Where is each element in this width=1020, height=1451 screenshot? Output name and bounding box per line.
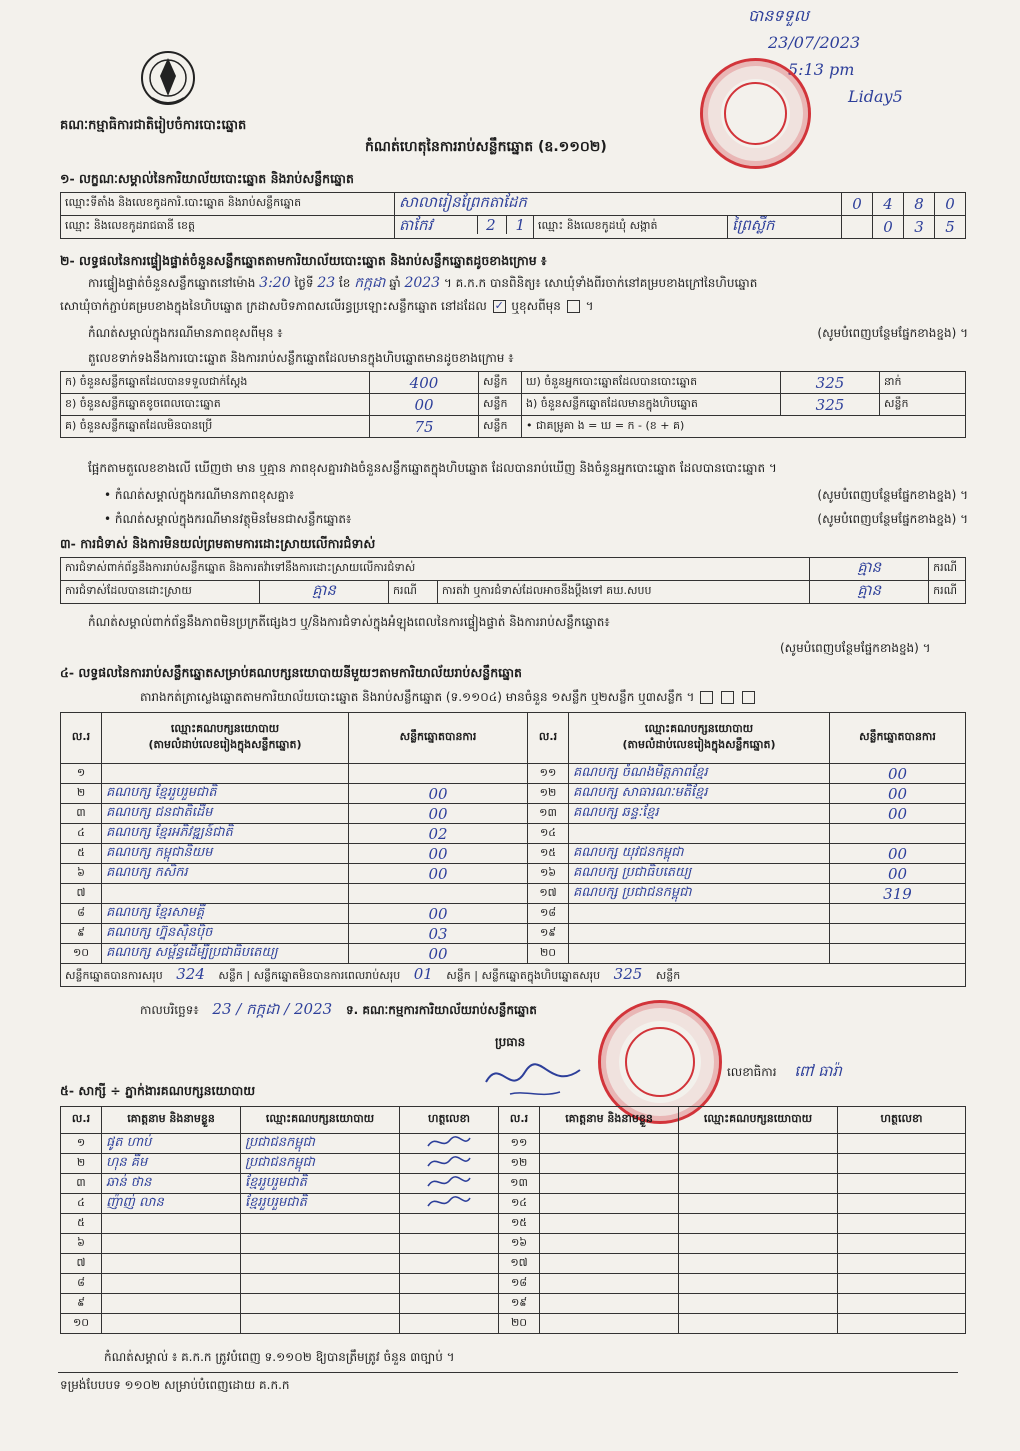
table-cell (830, 904, 966, 924)
table-cell (241, 1254, 400, 1274)
table-cell (679, 1194, 838, 1214)
table-cell: ២០ (528, 944, 569, 964)
table-row (61, 884, 966, 904)
table-cell: 03 (349, 924, 528, 944)
complaints-table: ការជំទាស់ពាក់ព័ន្ធនឹងការរាប់សន្លឹកឆ្នោត និងការតវ៉ាទៅនឹងការដោះស្រាយលើការជំទាស់ គ្មាន ករណី ការជំទាស់ដែលបានដោះស្រាយ គ្មាន ករណី ការតវ៉ា ឬការជំទាស់ដែលអាចនឹងប្តឹងទៅ គឃ.សបប គ្មាន ករណី (60, 557, 966, 604)
table-cell (838, 1234, 966, 1254)
table-row (61, 1254, 966, 1274)
signature-icon (424, 1134, 474, 1150)
table-cell: ១២ (499, 1154, 540, 1174)
table-cell: ១៧ (499, 1254, 540, 1274)
table-cell (540, 1194, 679, 1214)
table-cell: ១៥ (528, 844, 569, 864)
table-cell: 00 (349, 804, 528, 824)
table-cell: ៥ (61, 1214, 102, 1234)
table-cell: 00 (830, 864, 966, 884)
table-cell: គណបក្ស កសិករ (102, 864, 349, 884)
table-cell (679, 1234, 838, 1254)
table-cell: 00 (830, 764, 966, 784)
table-cell: ខ្មែររួបរួមជាតិ (241, 1194, 400, 1214)
table-cell: ១៩ (528, 924, 569, 944)
table-cell: ៤ (61, 1194, 102, 1214)
table-cell: ១១ (528, 764, 569, 784)
table-cell: 00 (830, 844, 966, 864)
table-row (61, 804, 966, 824)
table-row (61, 1274, 966, 1294)
table-cell: ៨ (61, 904, 102, 924)
table-row (61, 1194, 966, 1214)
table-cell: ៣ (61, 1174, 102, 1194)
nec-emblem-icon (138, 48, 198, 110)
table-cell (241, 1234, 400, 1254)
table-cell (830, 924, 966, 944)
table-cell (400, 1274, 499, 1294)
compare-line: ផ្អែកតាមតួលេខខាងលើ ឃើញថា មាន ឬគ្មាន ភាពខុសគ្នារវាងចំនួនសន្លឹកឆ្នោតក្នុងហិបឆ្នោត ដែលបានរាប់ឃើញ និងចំនួនអ្នកបោះឆ្នោត ដែលបានបោះឆ្នោត ។ (88, 461, 777, 475)
table-row (61, 784, 966, 804)
table-cell (102, 1234, 241, 1254)
table-cell: គណបក្ស ឆន្ទៈខ្មែរ (569, 804, 830, 824)
table-cell (838, 1214, 966, 1234)
table-cell (838, 1294, 966, 1314)
table-cell: ១៨ (528, 904, 569, 924)
section3-remark: កំណត់សម្គាល់ពាក់ព័ន្ធនឹងភាពមិនប្រក្រតីផ្សេងៗ ឬ/និងការជំទាស់ក្នុងអំឡុងពេលនៃការផ្ទៀងផ្ទាត់ និងការរាប់សន្លឹកឆ្នោត៖ (88, 615, 610, 629)
changed-checkbox[interactable] (567, 300, 580, 313)
table-cell: ប្រជាជនកម្ពុជា (241, 1134, 400, 1154)
table-cell (400, 1314, 499, 1334)
footnote: កំណត់សម្គាល់ ៖ គ.ក.ក ត្រូវបំពេញ ទ.១១០២ ឱ្យបានត្រឹមត្រូវ ចំនួន ៣ច្បាប់ ។ (104, 1350, 455, 1364)
section4-intro: តារាងកត់ត្រាស្លេងឆ្នោតតាមការិយាល័យបោះឆ្នោត និងរាប់សន្លឹកឆ្នោត (ទ.១១០៤) មានចំនួន ១សន្លឹក ឬ២សន្លឹក ឬ៣សន្លឹក ។ (140, 689, 757, 707)
table-cell: ហុន គឹម (102, 1154, 241, 1174)
page-title: កំណត់ហេតុនៃការរាប់សន្លឹកឆ្នោត (ឧ.១១០២) (365, 139, 607, 155)
witness-table: ល.រ គោត្តនាម និងនាមខ្លួន ឈ្មោះគណបក្សនយោបាយ ហត្ថលេខា ល.រ គោត្តនាម និងនាមខ្លួន ឈ្មោះគណបក្សនយោបាយ ហត្ថលេខា ១ ផូត ហាប់ ប្រជាជនកម្ពុជា ១១ ២ ហុន គឹម ប្រជាជនកម្ពុជា ១២ ៣ ឆាន់ ថាន ខ្មែររួបរួមជាតិ ១៣ ៤ ញ៉ាញ់ លាន ខ្មែររួបរួមជាតិ ១៤ ៥ ១៥ ៦ ១៦ ៧ ១៧ ៨ ១៨ ៩ ១៩ ១០ ២០ (60, 1106, 966, 1334)
table-cell (540, 1214, 679, 1234)
table-cell (679, 1274, 838, 1294)
table-cell: 00 (349, 904, 528, 924)
table-cell (838, 1274, 966, 1294)
table-cell: ផូត ហាប់ (102, 1134, 241, 1154)
table-cell (540, 1154, 679, 1174)
table-cell (540, 1234, 679, 1254)
table-cell: ១៨ (499, 1274, 540, 1294)
table-cell (679, 1134, 838, 1154)
table-cell (349, 884, 528, 904)
table-cell: ប្រជាជនកម្ពុជា (241, 1154, 400, 1174)
table-cell (679, 1214, 838, 1234)
table-cell (569, 904, 830, 924)
table-cell (830, 944, 966, 964)
table-cell (400, 1174, 499, 1194)
section3-heading: ៣- ការជំទាស់ និងការមិនយល់ព្រមតាមការដោះស្រាយលើការជំទាស់ (60, 536, 376, 551)
table-row (61, 924, 966, 944)
seal-line: សោឃុំចាក់ភ្ជាប់គម្របខាងក្នុងនៃហិបឆ្នោត ក្រដាសបិទភាពសលើរន្ធប្រឡោះសន្លឹកឆ្នោត នៅដដែល ✓ ឬខុសពីមុន ។ (60, 298, 593, 316)
table-cell: គណបក្ស ខ្មែរអភិវឌ្ឍន៍ជាតិ (102, 824, 349, 844)
table-row (61, 824, 966, 844)
table-cell: ញ៉ាញ់ លាន (102, 1194, 241, 1214)
table-cell: គណបក្ស ប្រជាធិបតេយ្យ (569, 864, 830, 884)
received-note: បាន​ទទួល 23/07/2023 5:13 pm Liday5 (748, 6, 903, 106)
table-cell (569, 944, 830, 964)
table-cell: ៥ (61, 844, 102, 864)
table-cell (241, 1214, 400, 1234)
table-cell (241, 1274, 400, 1294)
table-cell: 00 (349, 784, 528, 804)
table-cell (838, 1174, 966, 1194)
table-cell (241, 1294, 400, 1314)
table-cell (540, 1134, 679, 1154)
table-cell: ១ (61, 764, 102, 784)
table-row (61, 764, 966, 784)
table-cell: ៦ (61, 864, 102, 884)
table-cell: គណបក្ស ខ្មែរ​រួបរួមជាតិ (102, 784, 349, 804)
table-cell (349, 764, 528, 784)
table-cell (102, 1214, 241, 1234)
org-name: គណៈកម្មាធិការជាតិរៀបចំការបោះឆ្នោត (60, 118, 247, 133)
section2-heading: ២- លទ្ធផលនៃការផ្ទៀងផ្ទាត់ចំនួនសន្លឹកឆ្នោតតាមការិយាល័យបោះឆ្នោត និងរាប់សន្លឹកឆ្នោតដូចខាងក្រោម ៖ (60, 253, 547, 268)
table-cell (540, 1294, 679, 1314)
table-cell: ១៣ (499, 1174, 540, 1194)
date-line: កាលបរិច្ឆេទ៖ 23 / កក្កដា / 2023 ទ. គណៈកម្មការការិយាល័យរាប់សន្លឹកឆ្នោត (140, 1000, 537, 1018)
table-cell (679, 1174, 838, 1194)
table-row (61, 1314, 966, 1334)
table-cell: 00 (349, 944, 528, 964)
table-cell (102, 1314, 241, 1334)
sheet1-checkbox[interactable] (700, 691, 713, 704)
table-cell (830, 824, 966, 844)
table-cell: ៦ (61, 1234, 102, 1254)
table-cell: ៩ (61, 1294, 102, 1314)
table-cell (102, 1254, 241, 1274)
table-cell: ១៤ (499, 1194, 540, 1214)
table-cell (400, 1154, 499, 1174)
table-cell: ១៩ (499, 1294, 540, 1314)
verification-line: ការផ្ទៀងផ្ទាត់ចំនួនសន្លឹកឆ្នោតនៅម៉ោង 3:20 ថ្ងៃទី 23 ខែ កក្កដា ឆ្នាំ 2023 ។ គ.ក.ក បានពិនិត្យ៖ សោឃុំទាំងពីរចាក់នៅគម្របខាងក្រៅនៃហិបឆ្នោត (88, 275, 758, 291)
form-note: ទម្រង់បែបបទ ១១០២ សម្រាប់បំពេញដោយ គ.ក.ក (60, 1378, 290, 1392)
table-cell: ១៦ (499, 1234, 540, 1254)
table-cell (400, 1134, 499, 1154)
table-cell: 02 (349, 824, 528, 844)
table-cell: គណបក្ស សម្ព័ន្ធដើម្បីប្រជាធិបតេយ្យ (102, 944, 349, 964)
section5-heading: ៥- សាក្សី ÷ ភ្នាក់ងារគណបក្សនយោបាយ (60, 1083, 256, 1098)
table-cell: 00 (830, 784, 966, 804)
signature-icon (424, 1174, 474, 1190)
table-cell (569, 924, 830, 944)
table-cell: គណបក្ស ចំណងមិត្តភាពខ្មែរ (569, 764, 830, 784)
table-cell (540, 1274, 679, 1294)
table-cell (102, 1294, 241, 1314)
table-cell (102, 884, 349, 904)
chair-label: ប្រធាន (495, 1035, 526, 1049)
signature-icon (424, 1154, 474, 1170)
table-cell (838, 1194, 966, 1214)
footer-rule (58, 1372, 958, 1373)
table-row (61, 944, 966, 964)
table-cell: ៨ (61, 1274, 102, 1294)
table-cell: ៤ (61, 824, 102, 844)
table-row (61, 904, 966, 924)
counts-table: ក) ចំនួនសន្លឹកឆ្នោតដែលបានទទួលជាក់ស្តែង 400 សន្លឹក ឃ) ចំនួនអ្នកបោះឆ្នោតដែលបានបោះឆ្នោត 325 នាក់ ខ) ចំនួនសន្លឹកឆ្នោតខូចពេលបោះឆ្នោត 00 សន្លឹក ង) ចំនួនសន្លឹកឆ្នោតដែលមានក្នុងហិបឆ្នោត 325 សន្លឹក គ) ចំនួនសន្លឹកឆ្នោតដែលមិនបានប្រើ 75 សន្លឹក • ជាគម្រូគា ង = ឃ = ក - (ខ + គ) (60, 371, 966, 438)
table-cell: 00 (349, 864, 528, 884)
same-checkbox[interactable] (493, 300, 506, 313)
table-cell: ១០ (61, 1314, 102, 1334)
remark-line: កំណត់សម្គាល់ក្នុងករណីមានភាពខុសពីមុន ៖ (សូមបំពេញបន្ថែមផ្នែកខាងខ្នង) ។ (88, 326, 968, 340)
table-cell (400, 1234, 499, 1254)
table-cell: ១១ (499, 1134, 540, 1154)
location-table: ឈ្មោះទីតាំង និងលេខកូដការិ.បោះឆ្នោត និងរាប់សន្លឹកឆ្នោត សាលារៀនព្រែកតាដែក 0 4 8 0 ឈ្មោះ និងលេខកូដរាជធានី ខេត្ត តាកែវ 2 1 ឈ្មោះ និងលេខកូដឃុំ សង្កាត់ ព្រៃស្លឹក 0 3 5 (60, 192, 966, 239)
table-cell (679, 1314, 838, 1334)
table-row (61, 1154, 966, 1174)
table-cell (400, 1194, 499, 1214)
table-cell (400, 1254, 499, 1274)
table-cell: ១៤ (528, 824, 569, 844)
table-cell: ១៥ (499, 1214, 540, 1234)
official-stamp-icon (700, 58, 811, 169)
table-cell: 00 (830, 804, 966, 824)
table-cell: ២ (61, 1154, 102, 1174)
section1-heading: ១- លក្ខណៈសម្គាល់នៃការិយាល័យបោះឆ្នោត និងរាប់សន្លឹកឆ្នោត (60, 171, 354, 186)
table-cell: ២០ (499, 1314, 540, 1334)
table-cell (679, 1294, 838, 1314)
table-cell (400, 1214, 499, 1234)
table-cell: គណបក្ស សាធារណៈមតិខ្មែរ (569, 784, 830, 804)
table-cell (838, 1134, 966, 1154)
table-cell: ៩ (61, 924, 102, 944)
table-cell: គណបក្ស យុវជនកម្ពុជា (569, 844, 830, 864)
table-cell (400, 1294, 499, 1314)
table-cell: ៧ (61, 1254, 102, 1274)
table-cell: ១២ (528, 784, 569, 804)
table-cell: គណបក្ស ខ្មែរ​សាមគ្គី (102, 904, 349, 924)
table-cell (838, 1254, 966, 1274)
table-row (61, 1174, 966, 1194)
sheet3-checkbox[interactable] (742, 691, 755, 704)
table-row (61, 1294, 966, 1314)
table-cell: ឆាន់ ថាន (102, 1174, 241, 1194)
object-remark: • កំណត់សម្គាល់ក្នុងករណីមានវត្ថុមិនមែនជាសន្លឹកឆ្នោត៖ (សូមបំពេញបន្ថែមផ្នែកខាងខ្នង) ។ (104, 512, 968, 526)
table-cell: 319 (830, 884, 966, 904)
table-cell (569, 824, 830, 844)
table-cell: គណបក្ស កម្ពុជានិយម (102, 844, 349, 864)
table-cell (838, 1154, 966, 1174)
section3-fill-hint: (សូមបំពេញបន្ថែមផ្នែកខាងខ្នង) ។ (780, 641, 931, 655)
signature-icon (424, 1194, 474, 1210)
secretary-line: លេខាធិការ ពៅ ធារ៉ា (727, 1062, 842, 1080)
table-cell (838, 1314, 966, 1334)
table-cell: 00 (349, 844, 528, 864)
table-cell (102, 764, 349, 784)
table-row (61, 1234, 966, 1254)
table-cell: គណបក្ស ហ្វ៊ុនស៊ិនប៉ិច (102, 924, 349, 944)
table-cell (540, 1314, 679, 1334)
table-cell: ២ (61, 784, 102, 804)
results-table: ល.រ ឈ្មោះគណបក្សនយោបាយ (តាមលំដាប់លេខរៀងក្នុងសន្លឹកឆ្នោត) សន្លឹកឆ្នោតបានការ ល.រ ឈ្មោះគណបក្សនយោបាយ (តាមលំដាប់លេខរៀងក្នុងសន្លឹកឆ្នោត) សន្លឹកឆ្នោតបានការ ១ ១១ គណបក្ស ចំណងមិត្តភាពខ្មែរ 00 ២ គណបក្ស ខ្មែរ​រួបរួមជាតិ 00 ១២ គណបក្ស សាធារណៈមតិខ្មែរ 00 ៣ គណបក្ស ជនជាតិដើម 00 ១៣ គណបក្ស ឆន្ទៈខ្មែរ 00 ៤ គណបក្ស ខ្មែរអភិវឌ្ឍន៍ជាតិ 02 ១៤ ៥ គណបក្ស កម្ពុជានិយម 00 ១៥ គណបក្ស យុវជនកម្ពុជា 00 ៦ គណបក្ស កសិករ 00 ១៦ គណបក្ស ប្រជាធិបតេយ្យ 00 ៧ ១៧ គណបក្ស ប្រជាជនកម្ពុជា 319 ៨ គណបក្ស ខ្មែរ​សាមគ្គី 00 ១៨ ៩ គណបក្ស ហ្វ៊ុនស៊ិនប៉ិច 03 ១៩ ១០ គណបក្ស សម្ព័ន្ធដើម្បីប្រជាធិបតេយ្យ 00 ២០ សន្លឹកឆ្នោតបានការសរុប 324 សន្លឹក | សន្លឹកឆ្នោតមិនបានការពេលរាប់សរុប 01 សន្លឹក | សន្លឹកឆ្នោតក្នុងហិបឆ្នោតសរុប 325 សន្លឹក (60, 712, 966, 987)
table-cell: ១៧ (528, 884, 569, 904)
table-row (61, 844, 966, 864)
table-cell: គណបក្ស ជនជាតិដើម (102, 804, 349, 824)
table-cell (540, 1174, 679, 1194)
table-cell: ខ្មែររួបរួមជាតិ (241, 1174, 400, 1194)
table-cell (102, 1274, 241, 1294)
signature-icon (480, 1052, 590, 1105)
table-row (61, 864, 966, 884)
table-cell: ១០ (61, 944, 102, 964)
sheet2-checkbox[interactable] (721, 691, 734, 704)
table-row (61, 1214, 966, 1234)
table-cell: ១៣ (528, 804, 569, 824)
table-cell (540, 1254, 679, 1274)
table-cell: ៣ (61, 804, 102, 824)
table-cell (679, 1254, 838, 1274)
table-cell: ១ (61, 1134, 102, 1154)
table-row (61, 1134, 966, 1154)
table-cell (679, 1154, 838, 1174)
table-cell (241, 1314, 400, 1334)
table-cell: ៧ (61, 884, 102, 904)
section4-heading: ៤- លទ្ធផលនៃការរាប់សន្លឹកឆ្នោតសម្រាប់គណបក្សនយោបាយនីមួយៗតាមការិយាល័យរាប់សន្លឹកឆ្នោត (60, 665, 522, 680)
counts-intro: តួលេខទាក់ទងនឹងការបោះឆ្នោត និងការរាប់សន្លឹកឆ្នោតដែលមានក្នុងហិបឆ្នោតមានដូចខាងក្រោម ៖ (88, 351, 514, 365)
table-cell: គណបក្ស ប្រជាជនកម្ពុជា (569, 884, 830, 904)
diff-remark: • កំណត់សម្គាល់ក្នុងករណីមានភាពខុសគ្នា៖ (សូមបំពេញបន្ថែមផ្នែកខាងខ្នង) ។ (104, 488, 968, 502)
table-cell: ១៦ (528, 864, 569, 884)
